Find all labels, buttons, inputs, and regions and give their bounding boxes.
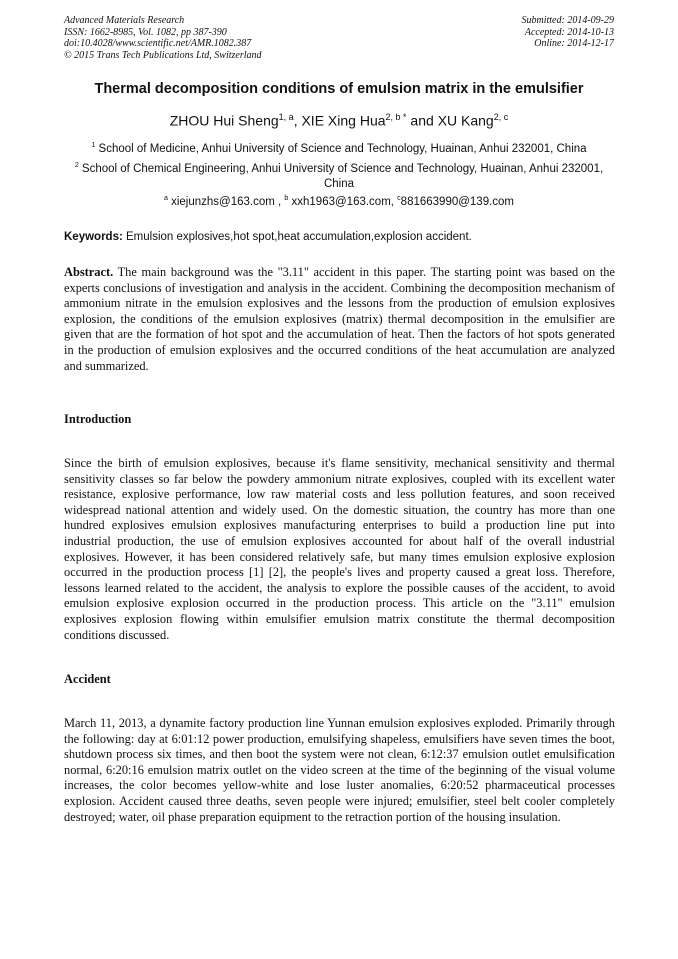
email-mark: a (163, 195, 168, 202)
copyright-line: © 2015 Trans Tech Publications Ltd, Switzerland (64, 49, 262, 61)
abstract (64, 265, 615, 374)
keywords (64, 231, 616, 243)
email-address[interactable]: 881663990@139.com (400, 195, 515, 208)
author-name: XU Kang (437, 112, 494, 129)
journal-name: Advanced Materials Research (64, 15, 185, 26)
affiliation-2 (60, 158, 618, 192)
email-address[interactable]: xiejunzhs@163.com (171, 195, 275, 208)
email-separator: , (274, 195, 285, 208)
affiliation-mark: 2 (74, 162, 79, 169)
author-affiliation-mark: 2, c (493, 112, 509, 122)
author-name: ZHOU Hui Sheng (169, 112, 279, 129)
author-affiliation-mark: 1, a (278, 112, 294, 122)
dates-info (522, 15, 615, 50)
email-line (40, 195, 638, 208)
journal-info (64, 15, 262, 61)
submitted-date: Submitted: 2014-09-29 (521, 15, 614, 26)
email-mark: b (284, 195, 289, 202)
introduction-heading: Introduction (64, 412, 132, 426)
affiliation-1 (60, 138, 618, 157)
accident-paragraph: March 11, 2013, a dynamite factory production line Yunnan emulsion explosives exploded. Primarily through the following: day at 6:01:12 power production, emulsifying shapeless, emulsifiers have seven times the boot, shutdown process six times, and then boot the system were not clean, 6:12:37 emulsion outlet emulsification normal, 6:20:16 emulsion matrix outlet on the video screen at the time of the beginning of the visual volume increases, the color becomes yellow-white and lose luster anomalies, 6:20:52 pharmaceutical processes explosion. Accident caused three deaths, seven people were injured; emulsifier, steel belt cooler completely destroyed; water, oil phase preparation equipment to the retraction portion of the housing insulation. (64, 716, 615, 824)
affiliation-mark: 1 (91, 142, 96, 149)
affiliation-text: School of Chemical Engineering, Anhui University of Science and Technology, Huainan, Anhui 232001, China (81, 162, 604, 190)
email-mark: c (397, 195, 401, 202)
keywords-text: Emulsion explosives,hot spot,heat accumulation,explosion accident. (122, 231, 472, 243)
accepted-date: Accepted: 2014-10-13 (524, 26, 614, 38)
paper-title: Thermal decomposition conditions of emulsion matrix in the emulsifier (94, 81, 584, 97)
author-affiliation-mark: 2, b * (385, 112, 407, 122)
author-separator: and (406, 112, 438, 129)
affiliation-text: School of Medicine, Anhui University of Science and Technology, Huainan, Anhui 232001, China (98, 142, 587, 155)
doi-line: doi:10.4028/www.scientific.net/AMR.1082.387 (64, 38, 252, 49)
abstract-text: The main background was the "3.11" accident in this paper. The starting point was based on the experts conclusions of investigation and analysis in the accident. Combining the decomposition mechanism of ammonium nitrate in the emulsion explosives and the lessons from the production of emulsion explosives explosion, the conditions of the emulsion explosives (matrix) thermal decomposition in the emulsifier are given that are the formation of hot spot and the accumulation of heat. Then the factors of hot spots generated in the production of emulsion explosives and the occurred conditions of the heat accumulation are analyzed and summarized. (64, 265, 615, 373)
accident-heading: Accident (64, 672, 111, 686)
author-name: XIE Xing Hua (301, 112, 386, 129)
introduction-paragraph: Since the birth of emulsion explosives, because it's flame sensitivity, mechanical sensitivity and thermal sensitivity classes so far below the powdery ammonium nitrate explosives, coupled with its excellent water resistance, explosive performance, low raw material costs and less pollution features, and soon received widespread national attention and widely used. On the domestic situation, the country has more than one hundred explosives emulsion explosives manufacturing enterprises to build a production line put into industrial production, the use of emulsion explosives accounted for about half of the overall industrial explosives. However, it has been considered relatively safe, but many times emulsion explosive explosion occurred in the production process [1] [2], the people's lives and property caused a great loss. Therefore, lessons learned related to the accident, the analysis to explore the possible causes of the accident, to avoid emulsion explosive explosion occurred in the production process. This article on the "3.11" emulsion explosives explosion flowing within emulsifier emulsion matrix constitute the thermal decomposition conditions discussed. (64, 456, 615, 642)
abstract-label: Abstract. (64, 265, 114, 279)
email-address[interactable]: xxh1963@163.com (291, 195, 391, 208)
author-separator: , (293, 112, 302, 129)
author-list (40, 112, 638, 129)
keywords-label: Keywords: (64, 231, 123, 243)
issn-line: ISSN: 1662-8985, Vol. 1082, pp 387-390 (64, 26, 227, 38)
email-separator: , (390, 195, 398, 208)
online-date: Online: 2014-12-17 (534, 38, 614, 49)
